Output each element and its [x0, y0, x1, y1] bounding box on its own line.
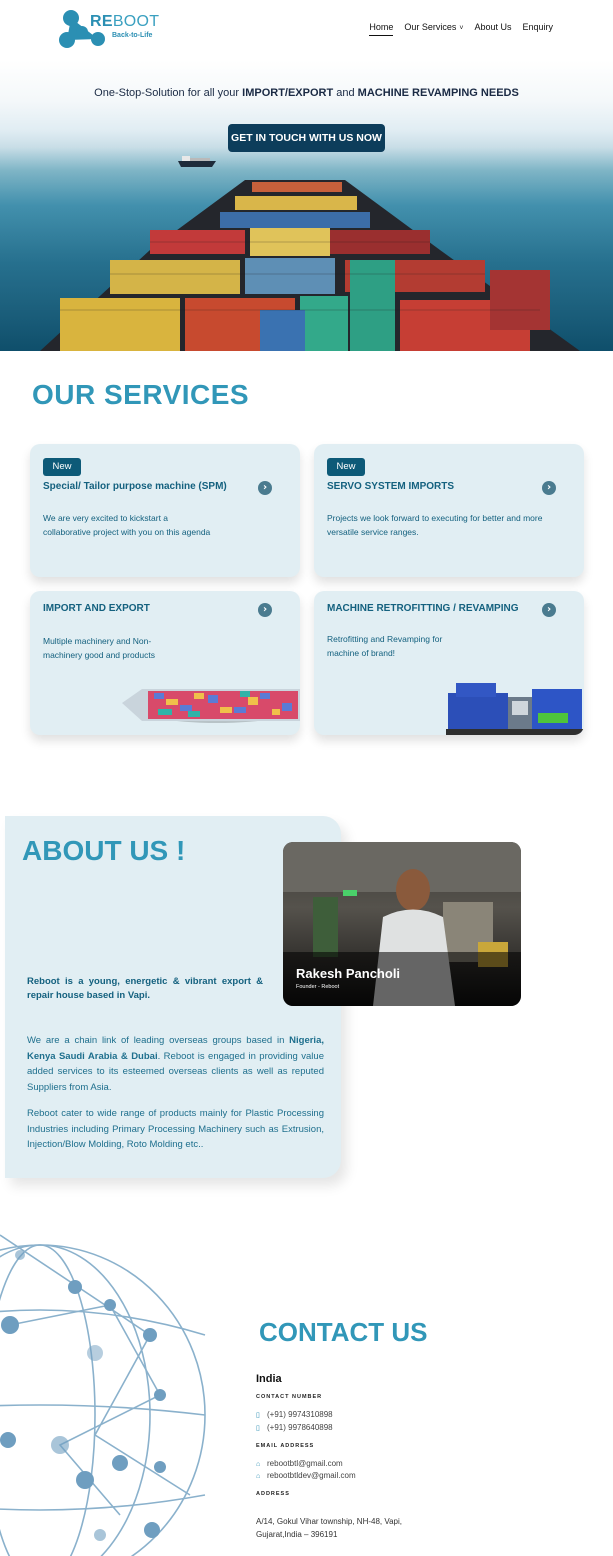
- get-in-touch-button[interactable]: GET IN TOUCH WITH US NOW: [228, 124, 385, 152]
- nav-our-services-label: Our Services: [404, 22, 457, 32]
- chevron-down-icon: ˅: [459, 25, 464, 32]
- email-address-label: EMAIL ADDRESS: [256, 1443, 315, 1449]
- nav-about-us[interactable]: About Us: [474, 22, 512, 32]
- hero-tagline-pre: One-Stop-Solution for all your: [94, 87, 243, 99]
- new-badge: New: [43, 458, 81, 476]
- email-2: rebootbtldev@gmail.com: [267, 1471, 356, 1480]
- mail-icon: ⌂: [256, 1473, 261, 1480]
- globe-network-image: [0, 1195, 210, 1556]
- chevron-right-icon[interactable]: ›: [542, 481, 556, 495]
- brand-tagline: Back-to-Life: [112, 32, 153, 39]
- about-lead: Reboot is a young, energetic & vibrant export & repair house based in Vapi.: [27, 976, 263, 1001]
- service-card-import-export[interactable]: [30, 591, 300, 735]
- about-p1-post: . Reboot is engaged in providing value added services to its esteemed overseas clients as well as reputed Suppliers from Asia.: [27, 1050, 324, 1093]
- services-heading: OUR SERVICES: [32, 379, 250, 410]
- service-card-title: MACHINE RETROFITTING / REVAMPING: [327, 603, 519, 614]
- distant-ship-image: [178, 152, 216, 166]
- service-card-servo[interactable]: [314, 444, 584, 577]
- founder-role: Founder - Reboot: [296, 984, 340, 990]
- email-1: rebootbtl@gmail.com: [267, 1459, 343, 1468]
- injection-machine-image: [446, 683, 584, 735]
- hero-tagline-import-export: IMPORT/EXPORT: [242, 87, 334, 99]
- founder-card: [283, 842, 521, 1006]
- phone-icon: ▯: [256, 1412, 260, 1419]
- about-p1-pre: We are a chain link of leading overseas groups based in: [27, 1035, 290, 1046]
- address-label: ADDRESS: [256, 1491, 290, 1497]
- service-card-title: SERVO SYSTEM IMPORTS: [327, 481, 455, 492]
- contact-heading: CONTACT US: [259, 1317, 428, 1347]
- brand-logo[interactable]: [58, 8, 158, 52]
- service-card-desc: We are very excited to kickstart a collaborative project with you on this agenda: [43, 513, 211, 537]
- about-paragraph-2: Reboot cater to wide range of products mainly for Plastic Processing Industries including Primary Processing Machinery such as Extrusion, Injection/Blow Molding, Roto Molding etc..: [27, 1108, 324, 1150]
- chevron-right-icon[interactable]: ›: [258, 603, 272, 617]
- new-badge: New: [327, 458, 365, 476]
- nav-home[interactable]: Home: [369, 22, 393, 36]
- email-link-1[interactable]: [256, 1459, 343, 1468]
- service-card-desc: Retrofitting and Revamping for machine of brand!: [327, 634, 443, 658]
- service-card-desc: Multiple machinery and Non-machinery good and products: [43, 636, 155, 660]
- contact-country: India: [256, 1373, 282, 1385]
- service-card-title: Special/ Tailor purpose machine (SPM): [43, 481, 227, 492]
- chevron-right-icon[interactable]: ›: [542, 603, 556, 617]
- about-heading: ABOUT US !: [22, 835, 186, 866]
- phone-icon: ▯: [256, 1425, 260, 1432]
- about-p1-countries: Nigeria, Kenya Saudi Arabia & Dubai: [27, 1035, 324, 1062]
- about-paragraph-1: [27, 1033, 324, 1095]
- service-card-title: IMPORT AND EXPORT: [43, 603, 150, 614]
- email-link-2[interactable]: [256, 1471, 356, 1480]
- chevron-right-icon[interactable]: ›: [258, 481, 272, 495]
- cargo-ship-image: [0, 60, 613, 351]
- nav-our-services[interactable]: [404, 22, 463, 36]
- hero-tagline: [0, 87, 613, 99]
- address-text: A/14, Gokul Vihar township, NH-48, Vapi, Gujarat,India – 396191: [256, 1517, 402, 1539]
- contact-number-label: CONTACT NUMBER: [256, 1394, 323, 1400]
- phone-link-1[interactable]: [256, 1410, 333, 1419]
- hero-tagline-revamping: MACHINE REVAMPING NEEDS: [357, 87, 519, 99]
- site-header: [0, 0, 613, 60]
- hero-tagline-mid: and: [333, 87, 358, 99]
- service-card-spm[interactable]: [30, 444, 300, 577]
- brand-name: REBOOT: [90, 13, 160, 30]
- founder-name: Rakesh Pancholi: [296, 966, 401, 981]
- phone-number-1: (+91) 9974310898: [267, 1410, 333, 1419]
- mail-icon: ⌂: [256, 1461, 261, 1468]
- service-card-retrofitting[interactable]: [314, 591, 584, 735]
- phone-link-2[interactable]: [256, 1423, 333, 1432]
- phone-number-2: (+91) 9978640898: [267, 1423, 333, 1432]
- service-card-desc: Projects we look forward to executing for better and more versatile service ranges.: [327, 513, 543, 537]
- founder-photo: [283, 842, 521, 1006]
- nav-enquiry[interactable]: Enquiry: [522, 22, 553, 32]
- hero-banner: [0, 60, 613, 351]
- main-nav: [369, 22, 553, 36]
- container-ship-image: [122, 685, 300, 725]
